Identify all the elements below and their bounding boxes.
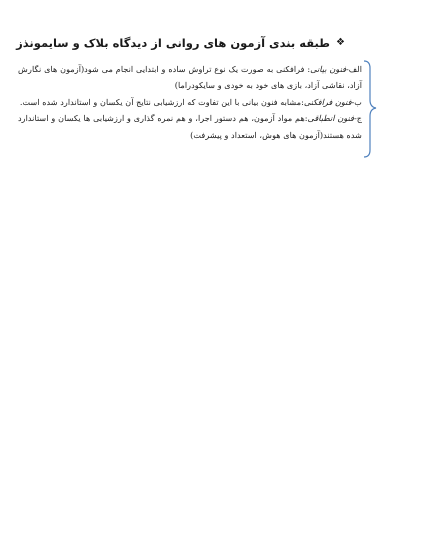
curly-brace-icon (363, 60, 377, 158)
item-prefix: الف- (345, 64, 362, 74)
item-label: فنون انطباقی (307, 113, 354, 124)
list-item-be (18, 94, 362, 110)
diamond-bullet-icon: ❖ (336, 37, 345, 48)
section-heading (16, 36, 345, 50)
item-label: فنون فرافکنی (303, 96, 352, 107)
item-prefix: ج- (353, 113, 363, 124)
classification-list (18, 61, 362, 143)
list-item-alef (18, 61, 362, 94)
list-item-jim (18, 110, 362, 143)
item-prefix: ب- (351, 96, 362, 107)
item-text: : فرافکنی به صورت یک نوع تراوش ساده و ابتدایی انجام می شود(آزمون های نگارش آزاد، نقاشی آزاد، بازی های خود به خودی و سایکودراما) (18, 64, 362, 91)
item-label: فنون بیانی (310, 64, 346, 74)
section-title: طبقه بندی آزمون های روانی از دیدگاه بلاک و سایمونذز (16, 36, 331, 50)
item-text: :هم مواد آزمون، هم دستور اجرا، و هم نمره گذاری و ارزشیابی ها یکسان و استاندارد شده هستند(آزمون های هوش، استعداد و پیشرفت) (18, 113, 362, 140)
item-text: :مشابه فنون بیانی با این تفاوت که ارزشیابی نتایج آن یکسان و استاندارد شده است. (19, 96, 304, 107)
